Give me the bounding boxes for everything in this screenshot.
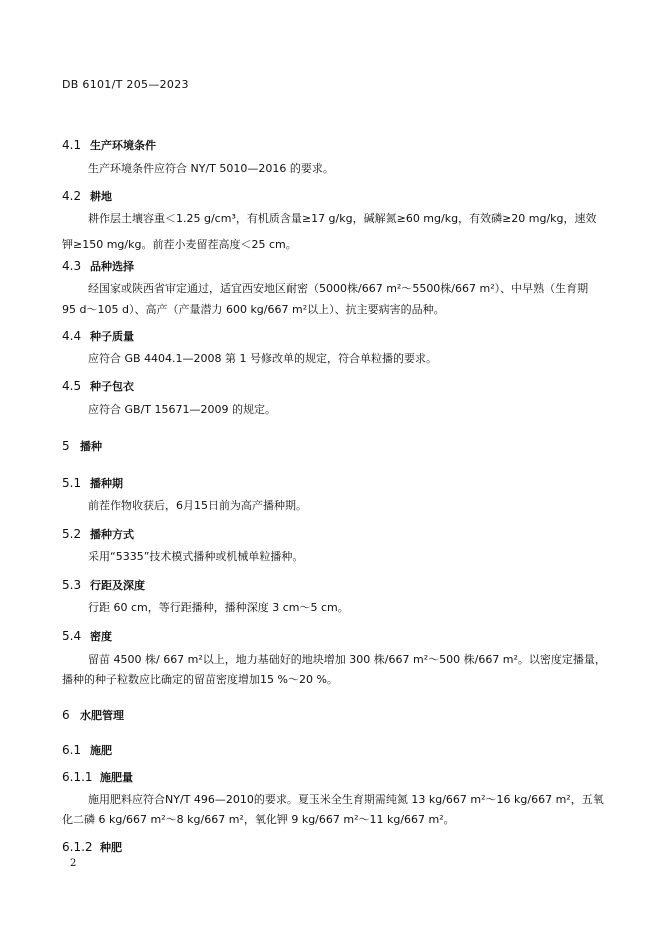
chapter-title: 水肥管理 (80, 709, 124, 722)
section-number: 4.5 (62, 379, 82, 393)
section-heading (62, 526, 134, 542)
section-title: 行距及深度 (90, 579, 145, 592)
section-title: 种子包衣 (90, 380, 134, 393)
chapter-number: 6 (62, 708, 70, 722)
section-number: 5.3 (62, 578, 82, 592)
paragraph-line: 耕作层土壤容重＜1.25 g/cm³，有机质含量≥17 g/kg，碱解氮≥60 mg/kg，有效磷≥20 mg/kg，速效 (88, 212, 597, 225)
paragraph-line: 95 d～105 d）、高产（产量潜力 600 kg/667 m²以上）、抗主要病害的品种。 (62, 303, 445, 316)
paragraph-line: 施用肥料应符合NY/T 496—2010的要求。夏玉米全生育期需纯氮 13 kg/667 m²～16 kg/667 m²，五氧 (88, 793, 604, 806)
section-heading (62, 258, 134, 274)
section-title: 种子质量 (90, 330, 134, 343)
section-number: 5.4 (62, 629, 82, 643)
subsection-title: 种肥 (100, 841, 122, 854)
section-number: 4.1 (62, 138, 82, 152)
section-heading (62, 378, 134, 394)
section-title: 播种期 (90, 477, 123, 490)
chapter-heading (62, 438, 102, 454)
section-heading (62, 188, 112, 204)
paragraph: 应符合 GB/T 15671—2009 的规定。 (88, 403, 276, 416)
subsection-title: 施肥量 (100, 771, 133, 784)
paragraph: 应符合 GB 4404.1—2008 第 1 号修改单的规定，符合单粒播的要求。 (88, 352, 438, 365)
section-title: 生产环境条件 (90, 139, 156, 152)
section-title: 品种选择 (90, 260, 134, 273)
paragraph: 采用“5335”技术模式播种或机械单粒播种。 (88, 550, 304, 563)
section-title: 施肥 (90, 744, 112, 757)
section-title: 密度 (90, 630, 112, 643)
section-title: 播种方式 (90, 528, 134, 541)
section-number: 5.1 (62, 476, 82, 490)
section-heading (62, 628, 112, 644)
subsection-number: 6.1.1 (62, 770, 93, 784)
section-number: 5.2 (62, 527, 82, 541)
paragraph: 生产环境条件应符合 NY/T 5010—2016 的要求。 (88, 162, 334, 175)
subsection-heading (62, 769, 133, 785)
section-number: 4.3 (62, 259, 82, 273)
section-number: 6.1 (62, 743, 82, 757)
section-heading (62, 137, 156, 153)
paragraph-line: 钾≥150 mg/kg。前茬小麦留茬高度＜25 cm。 (62, 238, 297, 251)
section-heading (62, 475, 123, 491)
paragraph-line: 经国家或陕西省审定通过，适宜西安地区耐密（5000株/667 m²～5500株/667 m²）、中早熟（生育期 (88, 282, 589, 295)
paragraph-line: 化二磷 6 kg/667 m²～8 kg/667 m²，氧化钾 9 kg/667 m²～11 kg/667 m²。 (62, 813, 455, 826)
section-heading (62, 742, 112, 758)
section-number: 4.2 (62, 189, 82, 203)
section-heading (62, 577, 145, 593)
chapter-title: 播种 (80, 440, 102, 453)
paragraph-line: 留苗 4500 株/ 667 m²以上，地力基础好的地块增加 300 株/667 m²～500 株/667 m²。以密度定播量， (88, 653, 606, 666)
paragraph: 前茬作物收获后，6月15日前为高产播种期。 (88, 499, 307, 512)
subsection-heading (62, 839, 122, 855)
subsection-number: 6.1.2 (62, 840, 93, 854)
chapter-number: 5 (62, 439, 70, 453)
section-heading (62, 328, 134, 344)
page-number: 2 (70, 858, 77, 869)
section-title: 耕地 (90, 190, 112, 203)
chapter-heading (62, 707, 124, 723)
document-code: DB 6101/T 205—2023 (62, 78, 189, 91)
paragraph: 行距 60 cm，等行距播种，播种深度 3 cm～5 cm。 (88, 601, 349, 614)
section-number: 4.4 (62, 329, 82, 343)
paragraph-line: 播种的种子粒数应比确定的留苗密度增加15 %～20 %。 (62, 673, 338, 686)
